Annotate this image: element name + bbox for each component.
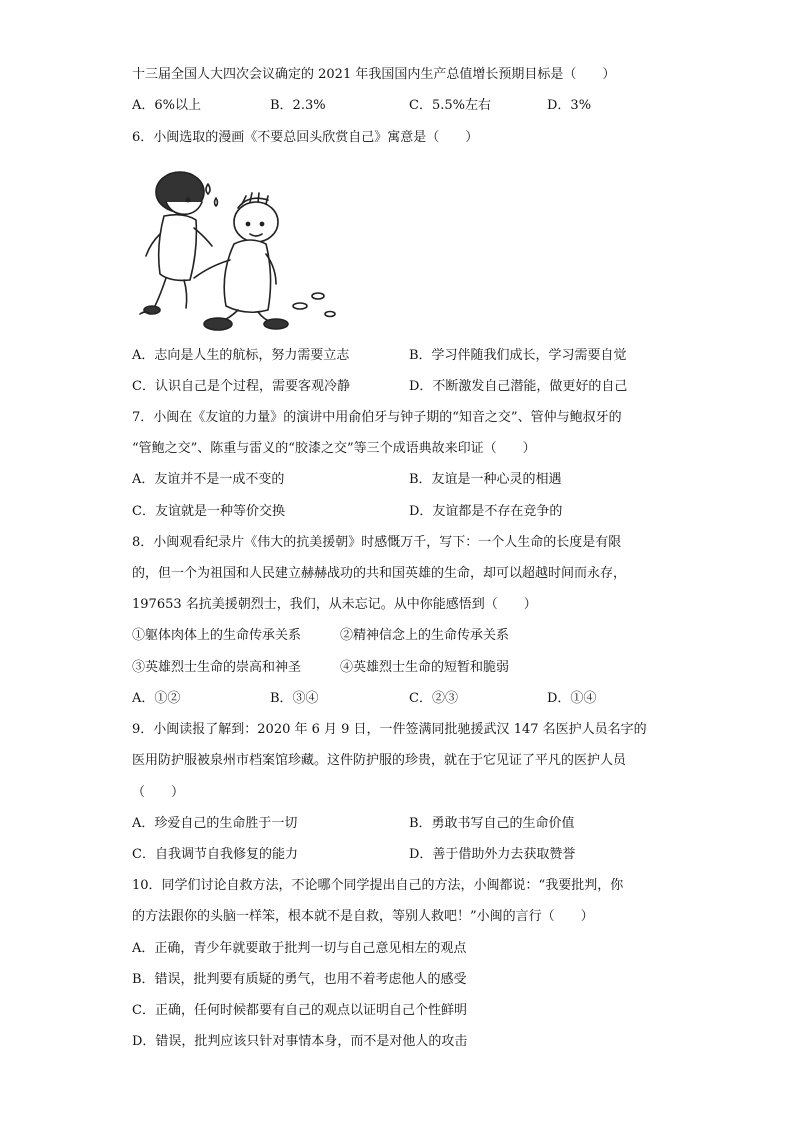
q8-option-d: D．①④ bbox=[547, 691, 597, 706]
q5-option-a: A．6%以上 bbox=[132, 98, 202, 113]
q5-option-d: D．3% bbox=[547, 98, 592, 113]
q6-option-c: C．认识自己是个过程，需要客观冷静 bbox=[132, 379, 350, 394]
q7-stem-line-1: 7．小闽在《友谊的力量》的演讲中用俞伯牙与钟子期的“知音之交”、管仲与鲍叔牙的 bbox=[132, 410, 622, 425]
q7-option-b: B．友谊是一种心灵的相遇 bbox=[409, 472, 562, 487]
q8-item-2: ②精神信念上的生命传承关系 bbox=[340, 628, 510, 643]
q6-option-d: D．不断激发自己潜能，做更好的自己 bbox=[409, 379, 628, 394]
q8-stem-line-1: 8．小闽观看纪录片《伟大的抗美援朝》时感慨万千，写下：一个人生命的长度是有限 bbox=[132, 535, 622, 550]
q10-option-a: A．正确，青少年就要敢于批判一切与自己意见相左的观点 bbox=[132, 941, 467, 956]
q10-option-c: C．正确，任何时候都要有自己的观点以证明自己个性鲜明 bbox=[132, 1003, 467, 1018]
q7-stem-line-2: “管鲍之交”、陈重与雷义的“胶漆之交”等三个成语典故来印证（ ） bbox=[132, 441, 536, 456]
q10-stem-line-2: 的方法跟你的头脑一样笨，根本就不是自救，等别人救吧！”小闽的言行（ ） bbox=[132, 909, 594, 924]
q6-stem: 6．小闽选取的漫画《不要总回头欣赏自己》寓意是（ ） bbox=[132, 130, 479, 145]
q8-option-a: A．①② bbox=[132, 691, 181, 706]
q8-item-4: ④英雄烈士生命的短暂和脆弱 bbox=[340, 660, 510, 675]
q7-option-a: A．友谊并不是一成不变的 bbox=[132, 472, 285, 487]
q8-item-1: ①躯体肉体上的生命传承关系 bbox=[132, 628, 302, 643]
q8-item-3: ③英雄烈士生命的崇高和神圣 bbox=[132, 660, 302, 675]
q6-option-b: B．学习伴随我们成长，学习需要自觉 bbox=[409, 348, 627, 363]
q9-option-c: C．自我调节自我修复的能力 bbox=[132, 847, 298, 862]
q10-stem-line-1: 10．同学们讨论自救方法，不论哪个同学提出自己的方法，小闽都说：“我要批判，你 bbox=[132, 878, 624, 893]
q5-option-c: C．5.5%左右 bbox=[409, 98, 491, 113]
q9-stem-line-3: （ ） bbox=[132, 785, 185, 800]
q9-option-a: A．珍爱自己的生命胜于一切 bbox=[132, 816, 298, 831]
q8-stem-line-2: 的，但一个为祖国和人民建立赫赫战功的共和国英雄的生命，却可以超越时间而永存， bbox=[132, 566, 627, 581]
q9-option-b: B．勇敢书写自己的生命价值 bbox=[409, 816, 575, 831]
q10-option-d: D．错误，批判应该只针对事情本身，而不是对他人的攻击 bbox=[132, 1034, 468, 1049]
q5-stem: 十三届全国人大四次会议确定的 2021 年我国国内生产总值增长预期目标是（ ） bbox=[132, 67, 616, 82]
q5-option-b: B．2.3% bbox=[270, 98, 326, 113]
q9-stem-line-1: 9．小闽读报了解到：2020 年 6 月 9 日，一件签满同批驰援武汉 147 名医护人员名字的 bbox=[132, 722, 647, 737]
q8-stem-line-3: 197653 名抗美援朝烈士，我们，从未忘记。从中你能感悟到（ ） bbox=[132, 597, 537, 612]
q6-option-a: A．志向是人生的航标，努力需要立志 bbox=[132, 348, 350, 363]
q8-option-b: B．③④ bbox=[270, 691, 319, 706]
q8-option-c: C．②③ bbox=[409, 691, 458, 706]
cartoon-illustration bbox=[138, 164, 338, 336]
q9-option-d: D．善于借助外力去获取赞誉 bbox=[409, 847, 576, 862]
q7-option-c: C．友谊就是一种等价交换 bbox=[132, 504, 285, 519]
q10-option-b: B．错误，批判要有质疑的勇气，也用不着考虑他人的感受 bbox=[132, 972, 467, 987]
q7-option-d: D．友谊都是不存在竞争的 bbox=[409, 504, 563, 519]
q9-stem-line-2: 医用防护服被泉州市档案馆珍藏。这件防护服的珍贵，就在于它见证了平凡的医护人员 bbox=[132, 753, 627, 768]
